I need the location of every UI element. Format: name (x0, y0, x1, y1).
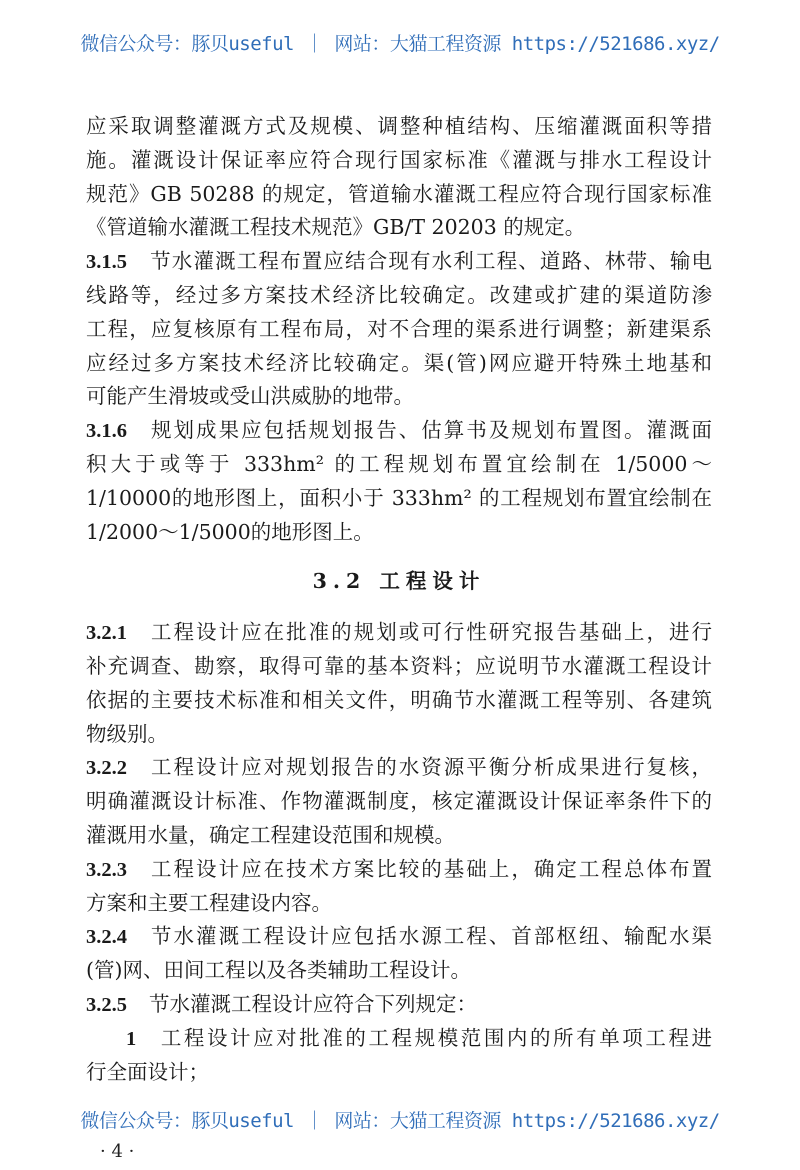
text-line: 行全面设计； (86, 1059, 209, 1084)
clause-3-2-3 (86, 853, 712, 887)
text-line: 依据的主要技术标准和相关文件，明确节水灌溉工程等别、各建筑 (86, 687, 712, 712)
text-line: 补充调查、勘察，取得可靠的基本资料；应说明节水灌溉工程设计 (86, 653, 712, 678)
text-line: (管)网、田间工程以及各类辅助工程设计。 (86, 958, 471, 983)
text-line: 工程，应复核原有工程布局，对不合理的渠系进行调整；新建渠系 (86, 316, 712, 341)
text-line: 规范》GB 50288 的规定，管道输水灌溉工程应符合现行国家标准 (86, 181, 712, 206)
text-line: 应经过多方案技术经济比较确定。渠(管)网应避开特殊土地基和 (86, 350, 712, 375)
watermark-top: 微信公众号：豚贝useful ｜ 网站：大猫工程资源 https://521686.xyz/ (80, 33, 720, 55)
text-line: 可能产生滑坡或受山洪威胁的地带。 (86, 384, 414, 409)
clause-3-2-5 (86, 988, 712, 1022)
clause-number: 3.2.5 (86, 993, 127, 1016)
text-line: 1/2000～1/5000的地形图上。 (86, 519, 374, 544)
text-line: 灌溉用水量，确定工程建设范围和规模。 (86, 822, 455, 847)
clause-number: 3.1.6 (86, 420, 127, 443)
text-line: 明确灌溉设计标准、作物灌溉制度，核定灌溉设计保证率条件下的 (86, 789, 712, 814)
text-line: 线路等，经过多方案技术经济比较确定。改建或扩建的渠道防渗 (86, 282, 712, 307)
clause-number: 3.2.3 (86, 858, 127, 881)
text-line: 积大于或等于 333hm² 的工程规划布置宜绘制在 1/5000～ (86, 451, 712, 476)
text-line: 应采取调整灌溉方式及规模、调整种植结构、压缩灌溉面积等措 (86, 114, 712, 138)
text-line: 工程设计应对规划报告的水资源平衡分析成果进行复核， (149, 755, 712, 780)
text-line: 工程设计应在批准的规划或可行性研究报告基础上，进行 (149, 620, 712, 645)
item-number: 1 (126, 1027, 137, 1050)
text-line: 1/10000的地形图上，面积小于 333hm² 的工程规划布置宜绘制在 (86, 485, 712, 510)
clause-number: 3.2.4 (86, 926, 127, 949)
document-body (86, 110, 712, 1089)
text-line: 工程设计应对批准的工程规模范围内的所有单项工程进 (158, 1025, 712, 1050)
section-heading: 3.2 工程设计 (312, 569, 486, 594)
clause-3-2-4 (86, 920, 712, 954)
clause-number: 3.2.2 (86, 757, 127, 780)
text-line: 施。灌溉设计保证率应符合现行国家标准《灌溉与排水工程设计 (86, 147, 712, 172)
text-line: 《管道输水灌溉工程技术规范》GB/T 20203 的规定。 (86, 215, 586, 240)
page-number: · 4 · (100, 1141, 135, 1162)
text-line: 工程设计应在技术方案比较的基础上，确定工程总体布置 (149, 856, 712, 881)
list-item-1 (86, 1022, 712, 1056)
text-line: 节水灌溉工程设计应包括水源工程、首部枢纽、输配水渠 (149, 924, 712, 949)
text-line: 方案和主要工程建设内容。 (86, 890, 332, 915)
clause-3-1-6 (86, 414, 712, 448)
text-line: 物级别。 (86, 721, 168, 746)
clause-number: 3.1.5 (86, 251, 127, 274)
clause-3-2-2 (86, 751, 712, 785)
clause-3-1-5 (86, 245, 712, 279)
text-line: 节水灌溉工程布置应结合现有水利工程、道路、林带、输电 (149, 249, 712, 274)
watermark-bottom: 微信公众号：豚贝useful ｜ 网站：大猫工程资源 https://521686.xyz/ (80, 1110, 720, 1132)
text-line: 规划成果应包括规划报告、估算书及规划布置图。灌溉面 (149, 418, 712, 443)
text-line: 节水灌溉工程设计应符合下列规定： (149, 991, 477, 1016)
clause-number: 3.2.1 (86, 622, 127, 645)
clause-3-2-1 (86, 616, 712, 650)
